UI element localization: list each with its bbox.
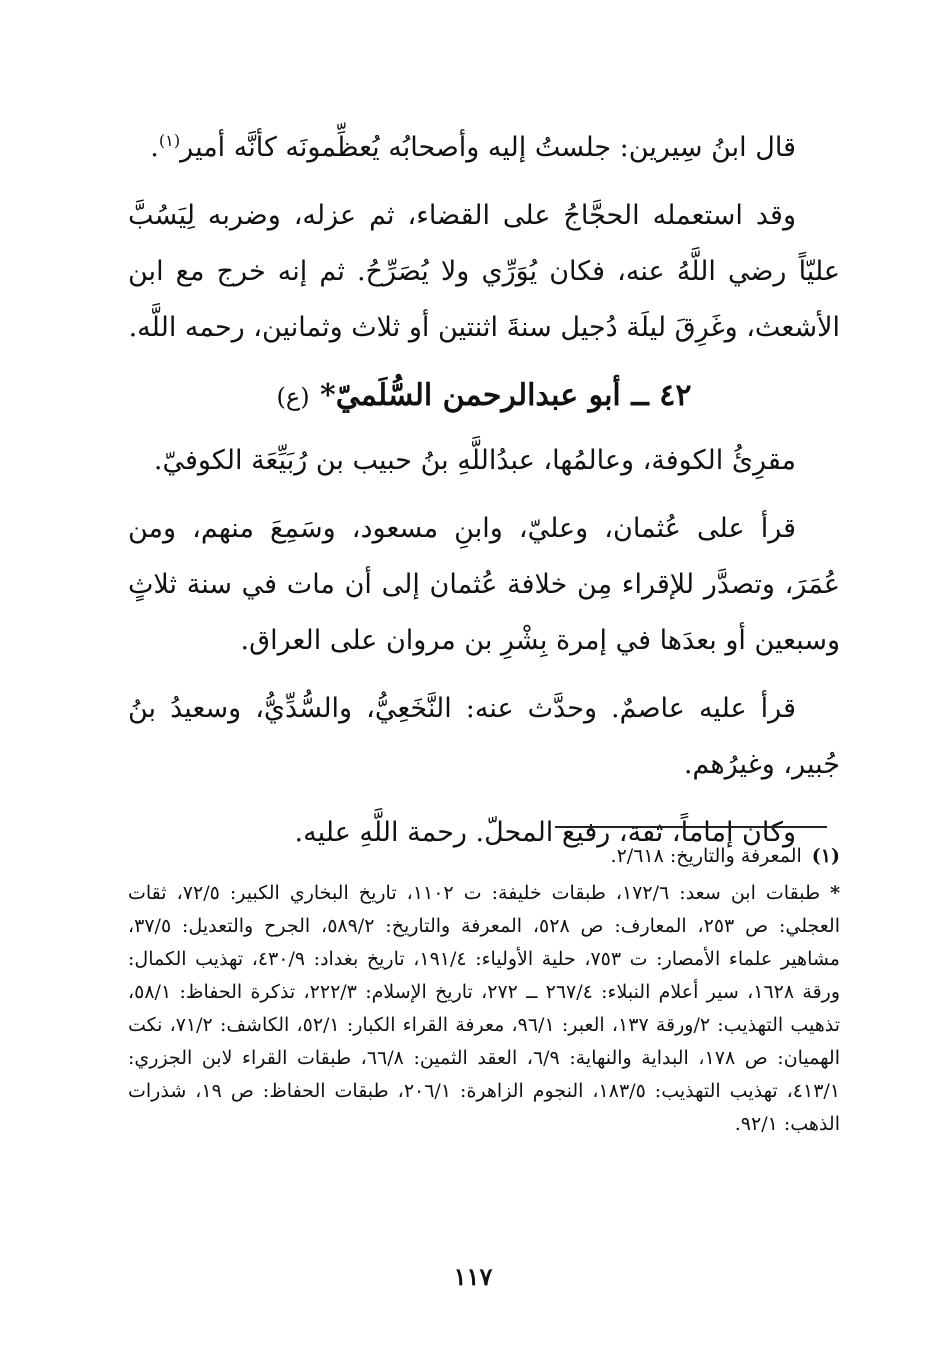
paragraph-teachers: قرأ على عُثمان، وعليّ، وابنِ مسعود، وسَمِعَ منهم، ومن عُمَرَ، وتصدَّر للإقراء مِن خلافة عُثمان إلى أن مات في سنة ثلاثٍ وسبعين أو بعدَها في إمرة بِشْرِ بن مروان على العراق. xyxy=(128,513,840,656)
paragraph-students: قرأ عليه عاصمٌ. وحدَّث عنه: النَّخَعِيُّ، والسُّدِّيُّ، وسعيدُ بنُ جُبير، وغيرُهم. xyxy=(128,693,840,780)
paragraph-identity: مقرِئُ الكوفة، وعالمُها، عبدُاللَّهِ بنُ حبيب بن رُبَيِّعَة الكوفيّ. xyxy=(153,445,796,476)
footnote-reference: (١) xyxy=(158,131,181,150)
page-number: ١١٧ xyxy=(453,1262,493,1291)
footnote-1-marker: (١) xyxy=(811,845,840,867)
entry-number: ٤٢ ــ xyxy=(631,378,692,413)
paragraph-ibn-sirin xyxy=(128,120,840,176)
main-text xyxy=(128,120,840,873)
footnote-divider xyxy=(555,826,827,828)
footnote-sources-text: طبقات ابن سعد: ١٧٢/٦، طبقات خليفة: ت ١١٠٢، تاريخ البخاري الكبير: ٧٢/٥، ثقات العجلي: ص ٢٥٣، المعارف: ص ٥٢٨، المعرفة والتاريخ: ٥٨٩/٢، الجرح والتعديل: ٣٧/٥، مشاهير علماء الأمصار: ت ٧٥٣، حلية الأولياء: ١٩١/٤، تاريخ بغداد: ٤٣٠/٩، تهذيب الكمال: ورقة ١٦٢٨، سير أعلام النبلاء: ٢٦٧/٤ ــ ٢٧٢، تاريخ الإسلام: ٢٢٢/٣، تذكرة الحفاظ: ٥٨/١، تذهيب التهذيب: ٢/ورقة ١٣٧، العبر: ٩٦/١، معرفة القراء الكبار: ٥٢/١، الكاشف: ٧١/٢، نكت الهميان: ص ١٧٨، البداية والنهاية: ٦/٩، العقد الثمين: ٦٦/٨، طبقات القراء لابن الجزري: ٤١٣/١، تهذيب التهذيب: ١٨٣/٥، النجوم الزاهرة: ٢٠٦/١، طبقات الحفاظ: ص ١٩، شذرات الذهب: ٩٢/١. xyxy=(128,882,841,1135)
entry-name: أبو عبدالرحمن السُّلَميّ* xyxy=(320,378,621,413)
footnote-star-marker: * xyxy=(830,882,840,904)
entry-heading xyxy=(128,368,840,425)
paragraph-praise: وكان إماماً، ثقة، رفيع المحلّ. رحمة اللَّهِ عليه. xyxy=(294,817,796,848)
paragraph-hajjaj: وقد استعمله الحجَّاجُ على القضاء، ثم عزله، وضربه لِيَسُبَّ عليّاً رضي اللَّهُ عنه، فكان يُوَرِّي ولا يُصَرِّحُ. ثم إنه خرج مع ابن الأشعث، وغَرِقَ ليلَة دُجيل سنةَ اثنتين أو ثلاث وثمانين، رحمه اللَّه. xyxy=(128,200,840,343)
paragraph-text: قال ابنُ سِيرين: جلستُ إليه وأصحابُه يُعظِّمونَه كأنَّه أمير xyxy=(180,132,796,163)
footnote-1 xyxy=(128,840,840,873)
entry-tag: (ع) xyxy=(276,383,310,411)
footnote-1-text: المعرفة والتاريخ: ٢/٦١٨. xyxy=(610,845,802,867)
paragraph-end-mark: . xyxy=(150,132,159,163)
footnotes xyxy=(128,840,840,1145)
footnote-sources xyxy=(128,877,840,1141)
